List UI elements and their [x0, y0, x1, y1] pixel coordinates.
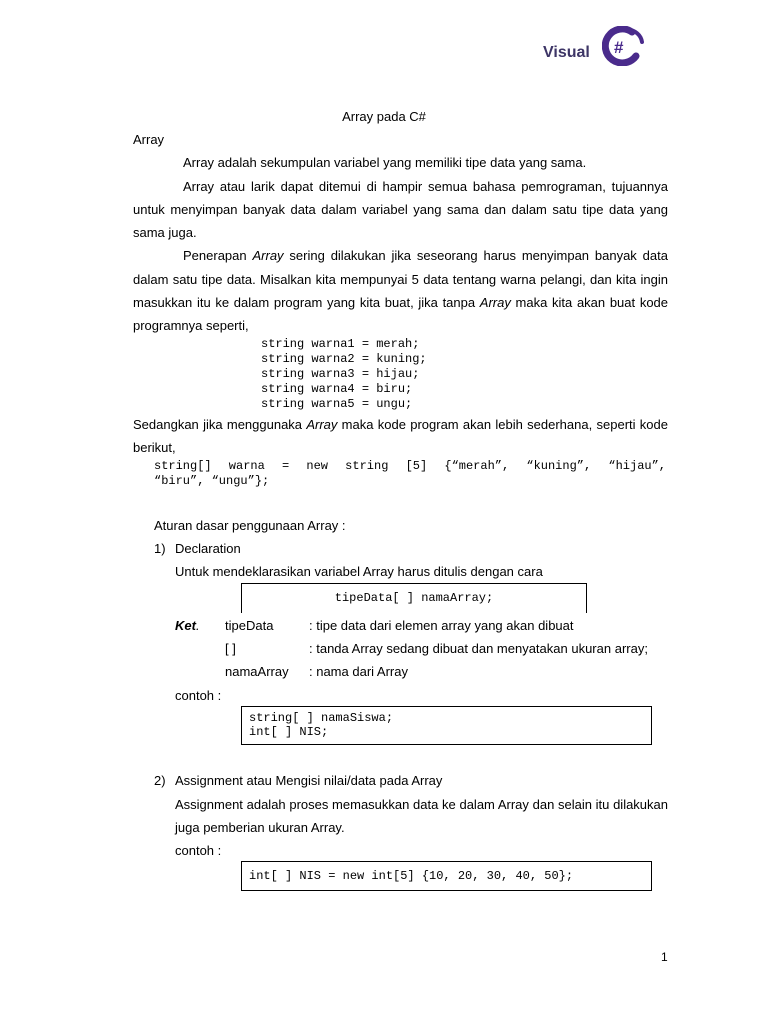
- syntax-box: [241, 583, 587, 613]
- paragraph-3-line-1: [183, 248, 668, 264]
- text: Penerapan: [183, 248, 253, 263]
- paragraph-4-line-2: berikut,: [133, 440, 176, 455]
- item-2-number: 2): [154, 773, 166, 788]
- ket-term: [ ]: [225, 641, 236, 656]
- ket-description: : nama dari Array: [309, 664, 408, 679]
- ket-description: : tanda Array sedang dibuat dan menyatakan ukuran array;: [309, 641, 648, 656]
- code-line: string warna2 = kuning;: [261, 352, 427, 366]
- item-2-title: Assignment atau Mengisi nilai/data pada Array: [175, 773, 443, 788]
- example-2-line: int[ ] NIS = new int[5] {10, 20, 30, 40, 50};: [249, 869, 574, 883]
- code-block-without-array: [261, 337, 427, 412]
- paragraph-3-line-4: programnya seperti,: [133, 318, 249, 333]
- visual-csharp-logo-icon: [602, 26, 646, 66]
- text: Sedangkan jika menggunaka: [133, 417, 307, 432]
- ket-text: Ket: [175, 618, 196, 633]
- ket-term: tipeData: [225, 618, 274, 633]
- emphasis-array: Array: [306, 417, 338, 432]
- paragraph-3-line-2: dalam satu tipe data. Misalkan kita mempunyai 5 data tentang warna pelangi, dan kita ingin: [133, 272, 668, 287]
- example-1-line: string[ ] namaSiswa;: [249, 711, 394, 725]
- code-line: string warna4 = biru;: [261, 382, 413, 396]
- ket-label: [175, 618, 200, 634]
- code-array-line-1: string[] warna = new string [5] {“merah”, “kuning”, “hijau”,: [154, 459, 666, 473]
- code-array-line-2: “biru”, “ungu”};: [154, 474, 270, 488]
- example-1-box: [241, 706, 652, 745]
- item-2-description-line-2: juga pemberian ukuran Array.: [175, 820, 345, 835]
- ket-term: namaArray: [225, 664, 289, 679]
- code-line: string warna5 = ungu;: [261, 397, 413, 411]
- syntax-text: tipeData[ ] namaArray;: [334, 591, 494, 605]
- text: masukkan itu ke dalam program yang kita buat, jika tanpa: [133, 295, 480, 310]
- text: maka kita akan buat kode: [510, 295, 669, 310]
- item-1-description: Untuk mendeklarasikan variabel Array harus ditulis dengan cara: [175, 564, 543, 579]
- paragraph-4-line-1: [133, 417, 668, 433]
- ket-description: : tipe data dari elemen array yang akan dibuat: [309, 618, 574, 633]
- emphasis-array: Array: [479, 295, 511, 310]
- text: sering dilakukan jika seseorang harus menyimpan banyak data: [283, 248, 668, 263]
- page-number: 1: [661, 950, 668, 964]
- item-1-number: 1): [154, 541, 166, 556]
- rules-heading: Aturan dasar penggunaan Array :: [154, 518, 346, 533]
- paragraph-1: Array adalah sekumpulan variabel yang memiliki tipe data yang sama.: [183, 155, 587, 170]
- contoh-1-label: contoh :: [175, 688, 222, 703]
- page-title: Array pada C#: [342, 109, 426, 124]
- example-1-line: int[ ] NIS;: [249, 725, 329, 739]
- code-line: string warna3 = hijau;: [261, 367, 420, 381]
- paragraph-2-line-1: Array atau larik dapat ditemui di hampir semua bahasa pemrograman, tujuannya: [183, 179, 668, 194]
- text: maka kode program akan lebih sederhana, seperti kode: [337, 417, 668, 432]
- logo-text: Visual: [543, 44, 590, 61]
- paragraph-2-line-3: sama juga.: [133, 225, 197, 240]
- code-line: string warna1 = merah;: [261, 337, 420, 351]
- ket-dot: .: [195, 618, 200, 633]
- contoh-2-label: contoh :: [175, 843, 222, 858]
- example-2-box: [241, 861, 652, 891]
- item-2-description-line-1: Assignment adalah proses memasukkan data ke dalam Array dan selain itu dilakukan: [175, 797, 668, 812]
- emphasis-array: Array: [252, 248, 284, 263]
- paragraph-2-line-2: untuk menyimpan banyak data dalam variabel yang sama dan dalam satu tipe data yang: [133, 202, 668, 217]
- item-1-title: Declaration: [175, 541, 241, 556]
- section-heading: Array: [133, 132, 165, 147]
- paragraph-3-line-3: [133, 295, 668, 311]
- logo-symbol: #: [614, 38, 624, 57]
